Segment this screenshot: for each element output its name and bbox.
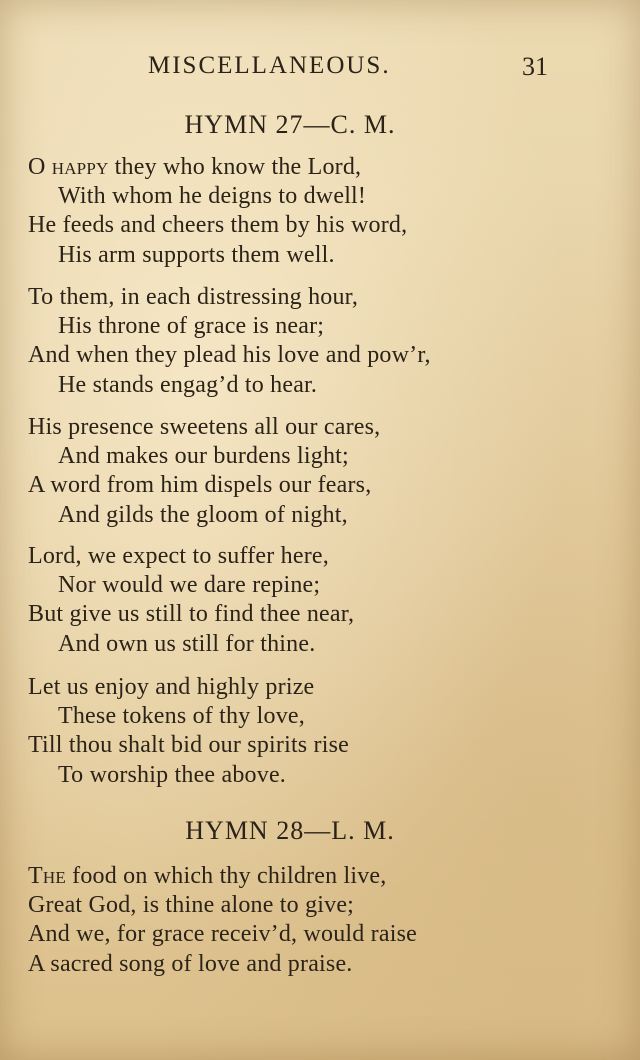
hymn-heading: HYMN 27—C. M. xyxy=(184,110,396,139)
stanza xyxy=(28,862,618,979)
hymn-heading: HYMN 28—L. M. xyxy=(185,816,395,845)
verse-line: But give us still to find thee near, xyxy=(28,601,355,628)
stanza xyxy=(28,413,618,530)
verse-line: Lord, we expect to suffer here, xyxy=(28,543,329,569)
line-text: food on which thy children live, xyxy=(65,863,387,889)
verse-line: He stands engag’d to hear. xyxy=(58,371,318,398)
verse-line: And own us still for thine. xyxy=(58,630,316,657)
opening-words: O happy xyxy=(28,154,109,180)
verse-line: His throne of grace is near; xyxy=(58,313,325,340)
page-number: 31 xyxy=(522,52,548,81)
verse-line: He feeds and cheers them by his word, xyxy=(28,212,408,239)
verse-line: His arm supports them well. xyxy=(58,241,335,268)
stanza xyxy=(28,153,618,270)
verse-line: Nor would we dare repine; xyxy=(58,572,321,599)
verse-line: To worship thee above. xyxy=(58,761,286,788)
verse-line: His presence sweetens all our cares, xyxy=(28,414,381,440)
line-text: they who know the Lord, xyxy=(108,154,362,180)
verse-line: A word from him dispels our fears, xyxy=(28,472,372,499)
verse-line: And makes our burdens light; xyxy=(58,443,349,470)
verse-line: Till thou shalt bid our spirits rise xyxy=(28,732,350,759)
stanza xyxy=(28,542,618,659)
verse-line: And when they plead his love and pow’r, xyxy=(28,342,431,369)
verse-line xyxy=(28,862,618,891)
verse-line: And gilds the gloom of night, xyxy=(58,501,348,528)
opening-words: The xyxy=(28,863,66,889)
running-title: MISCELLANEOUS. xyxy=(148,52,391,79)
verse-line: Great God, is thine alone to give; xyxy=(28,892,355,919)
verse-line: These tokens of thy love, xyxy=(58,703,305,730)
verse-line: To them, in each distressing hour, xyxy=(28,284,359,310)
verse-line: And we, for grace receiv’d, would raise xyxy=(28,921,417,948)
verse-line: Let us enjoy and highly prize xyxy=(28,674,315,700)
running-head xyxy=(0,52,640,86)
stanza xyxy=(28,283,618,400)
stanza xyxy=(28,673,618,790)
verse-line: A sacred song of love and praise. xyxy=(28,950,353,977)
verse-line xyxy=(28,153,618,182)
verse-line: With whom he deigns to dwell! xyxy=(58,183,367,210)
